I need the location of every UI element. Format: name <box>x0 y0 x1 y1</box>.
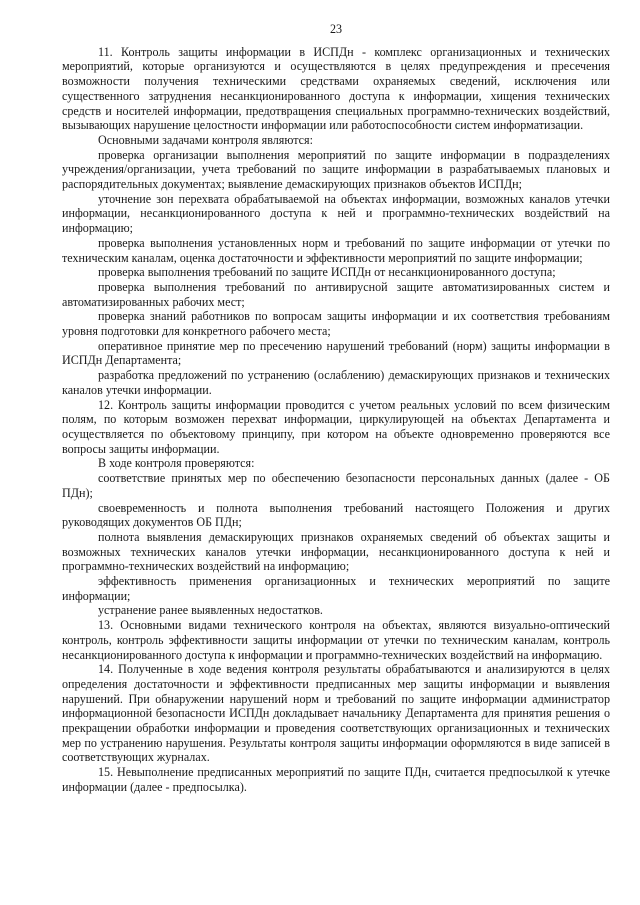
document-page <box>62 22 610 795</box>
list-item: разработка предложений по устранению (ослаблению) демаскирующих признаков и технических каналов утечки информации. <box>62 368 610 397</box>
paragraph-14: 14. Полученные в ходе ведения контроля результаты обрабатываются и анализируются в целях определения достаточности и эффективности предписанных мер защиты информации и выявления нарушений. При обнаружении нарушений норм и требований по защите информации администратор информационной безопасности ИСПДн докладывает начальнику Департамента для принятия решения о прекращении обработки информации и проведения соответствующих организационных и технических мер по устранению нарушения. Результаты контроля защиты информации оформляются в виде записей в соответствующих журналах. <box>62 662 610 765</box>
paragraph-12: 12. Контроль защиты информации проводится с учетом реальных условий по всем физическим полям, по которым возможен перехват информации, циркулирующей на объектах Департамента и осуществляется по объектовому принципу, при котором на объекте одновременно проверяются все вопросы защиты информации. <box>62 397 610 456</box>
list-item: устранение ранее выявленных недостатков. <box>98 603 323 618</box>
list-item: проверка знаний работников по вопросам защиты информации и их соответствия требованиям уровня подготовки для конкретного рабочего места; <box>62 309 610 339</box>
paragraph-tasks-intro: Основными задачами контроля являются: <box>98 132 313 147</box>
list-item: своевременность и полнота выполнения требований настоящего Положения и других руководящих документов ОБ ПДн; <box>62 500 610 530</box>
list-item: соответствие принятых мер по обеспечению безопасности персональных данных (далее - ОБ ПДн); <box>62 471 610 500</box>
paragraph-checks-intro: В ходе контроля проверяются: <box>98 456 255 471</box>
document-body <box>62 45 610 795</box>
paragraph-11: 11. Контроль защиты информации в ИСПДн - комплекс организационных и технических мероприятий, которые организуются и осуществляются в целях предупреждения и пресечения возможности получения техническими средствами охраняемых сведений, исключения или существенного затруднения несанкционированного доступа к информации, хищения технических средств и носителей информации, предотвращения специальных программно-технических воздействий, вызывающих нарушение целостности информации или работоспособности систем информатизации. <box>62 44 610 133</box>
paragraph-15: 15. Невыполнение предписанных мероприятий по защите ПДн, считается предпосылкой к утечке информации (далее - предпосылка). <box>62 765 610 794</box>
list-item: проверка организации выполнения мероприятий по защите информации в подразделениях учреждения/организации, учета требований по защите информации в разрабатываемых плановых и распорядительных документах; выявление демаскирующих признаков объектов ИСПДн; <box>62 147 610 192</box>
list-item: проверка выполнения требований по антивирусной защите автоматизированных систем и автоматизированных рабочих мест; <box>62 279 610 309</box>
list-item: оперативное принятие мер по пресечению нарушений требований (норм) защиты информации в ИСПДн Департамента; <box>62 338 610 368</box>
paragraph-13: 13. Основными видами технического контроля на объектах, являются визуально-оптический контроль, контроль эффективности защиты информации от утечки по техническим каналам, контроль несанкционированного доступа к информации и программно-технических воздействий на информацию. <box>62 618 610 662</box>
list-item: проверка выполнения установленных норм и требований по защите информации от утечки по техническим каналам, оценка достаточности и эффективности мероприятий по защите информации; <box>62 235 610 265</box>
list-item: уточнение зон перехвата обрабатываемой на объектах информации, возможных каналов утечки информации, несанкционированного доступа к ней и программно-технических воздействий на информацию; <box>62 191 610 236</box>
page-number: 23 <box>329 22 343 36</box>
list-item: проверка выполнения требований по защите ИСПДн от несанкционированного доступа; <box>98 265 556 280</box>
list-item: полнота выявления демаскирующих признаков охраняемых сведений об объектах защиты и возможных технических каналов утечки информации, несанкционированного доступа к ней и программно-технических воздействий на информацию; <box>62 529 610 574</box>
list-item: эффективность применения организационных и технических мероприятий по защите информации; <box>62 574 610 603</box>
